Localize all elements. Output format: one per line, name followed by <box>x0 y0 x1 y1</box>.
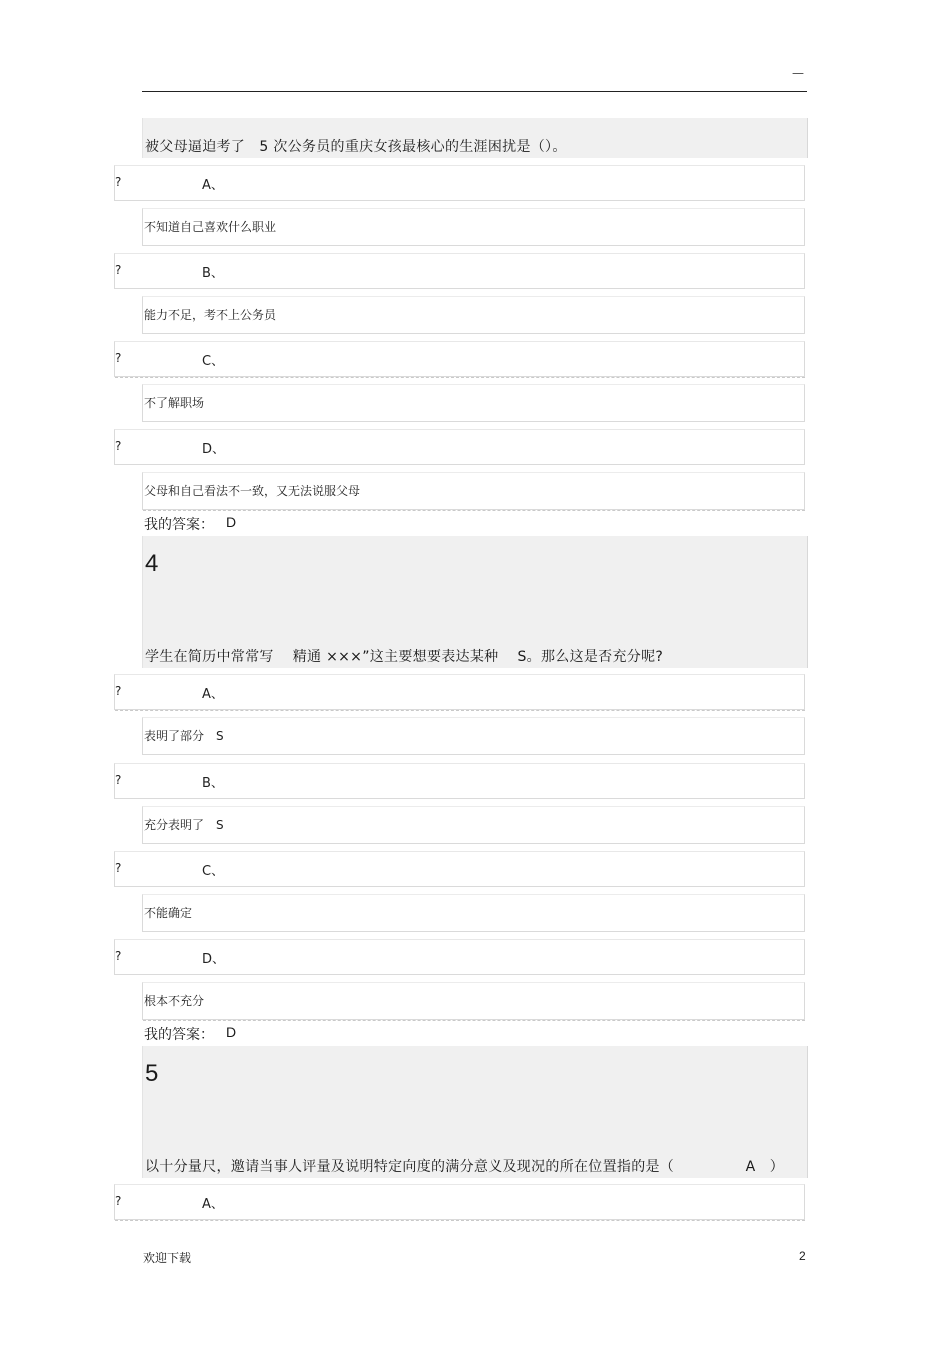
option-letter: A、 <box>202 687 224 702</box>
question-number: 4 <box>145 550 159 577</box>
question-4-option-c-text-row <box>142 894 806 932</box>
header-mark: — <box>792 66 804 80</box>
my-answer-value: D <box>226 1024 237 1040</box>
question-4-option-a-row[interactable] <box>114 674 806 710</box>
option-text: 能力不足，考不上公务员 <box>144 308 277 322</box>
option-letter: C、 <box>202 864 225 879</box>
option-letter: D、 <box>202 442 226 457</box>
question-3-option-b-text-row <box>142 296 806 334</box>
question-3-option-b-row[interactable] <box>114 253 806 289</box>
question-4-stem: 学生在简历中常常写 精通 ×××”这主要想要表达某种 S。那么这是否充分呢? <box>145 649 664 665</box>
option-text: 充分表明了 S <box>144 818 224 832</box>
question-3-my-answer <box>142 512 806 534</box>
option-letter: A、 <box>202 1197 224 1212</box>
option-text: 不知道自己喜欢什么职业 <box>144 220 277 234</box>
question-3-option-d-text-row <box>142 472 806 510</box>
question-4-option-b-row[interactable] <box>114 763 806 799</box>
option-letter: D、 <box>202 952 226 967</box>
option-marker: ? <box>115 351 122 365</box>
question-3-option-d-row[interactable] <box>114 429 806 465</box>
question-3-stem: 被父母逼迫考了 5 次公务员的重庆女孩最核心的生涯困扰是（）。 <box>145 139 567 155</box>
page-number: 2 <box>799 1249 806 1263</box>
header-rule <box>142 91 807 92</box>
question-5-option-a-row[interactable] <box>114 1184 806 1220</box>
question-4-box <box>142 536 808 668</box>
option-marker: ? <box>115 263 122 277</box>
option-letter: C、 <box>202 354 225 369</box>
question-4-option-c-row[interactable] <box>114 851 806 887</box>
option-marker: ? <box>115 949 122 963</box>
question-4-option-d-text-row <box>142 982 806 1020</box>
option-text: 根本不充分 <box>144 994 205 1008</box>
option-letter: A、 <box>202 178 224 193</box>
option-marker: ? <box>115 684 122 698</box>
question-3-option-a-row[interactable] <box>114 165 806 201</box>
my-answer-label: 我的答案： <box>144 517 214 533</box>
question-3-option-c-text-row <box>142 384 806 422</box>
my-answer-value: D <box>226 514 237 530</box>
question-4-option-b-text-row <box>142 806 806 844</box>
my-answer-label: 我的答案： <box>144 1027 214 1043</box>
question-3-option-a-text-row <box>142 208 806 246</box>
option-marker: ? <box>115 175 122 189</box>
option-letter: B、 <box>202 776 224 791</box>
option-text: 父母和自己看法不一致，又无法说服父母 <box>144 484 361 498</box>
option-text: 不了解职场 <box>144 396 205 410</box>
question-3-option-c-row[interactable] <box>114 341 806 377</box>
option-marker: ? <box>115 861 122 875</box>
question-number: 5 <box>145 1060 159 1087</box>
option-text: 表明了部分 S <box>144 729 224 743</box>
option-text: 不能确定 <box>144 906 193 920</box>
question-3-stem-box <box>142 118 808 158</box>
option-marker: ? <box>115 1194 122 1208</box>
option-marker: ? <box>115 439 122 453</box>
question-4-option-d-row[interactable] <box>114 939 806 975</box>
option-letter: B、 <box>202 266 224 281</box>
question-4-my-answer <box>142 1022 806 1044</box>
question-4-option-a-text-row <box>142 717 806 755</box>
question-5-box <box>142 1046 808 1178</box>
question-5-stem: 以十分量尺，邀请当事人评量及说明特定向度的满分意义及现况的所在位置指的是（ A ） <box>145 1159 785 1175</box>
footer-download-text: 欢迎下载 <box>143 1251 192 1265</box>
option-marker: ? <box>115 773 122 787</box>
